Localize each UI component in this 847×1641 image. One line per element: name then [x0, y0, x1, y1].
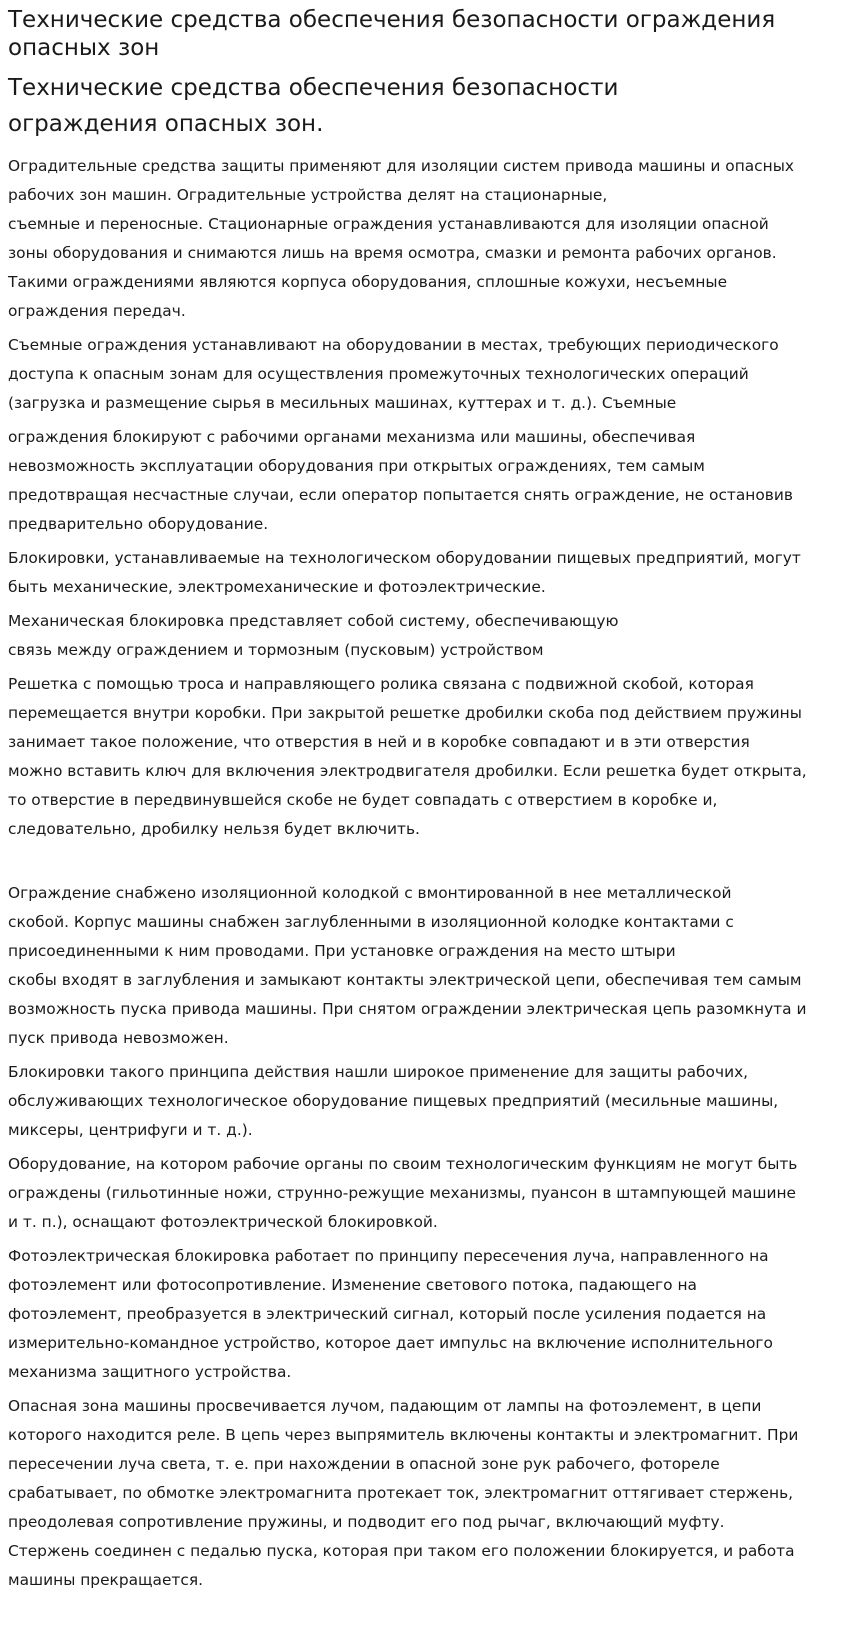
- section-heading: Технические средства обеспечения безопасности ограждения опасных зон.: [8, 75, 619, 137]
- paragraph-1: Оградительные средства защиты применяют для изоляции систем привода машины и опасных рабочих зон машин. Оградительные устройства делят на стационарные, съемные и переносные. Стационарные ограждения устанавливаются для изоляции опасной зоны оборудования и снимаются лишь на время осмотра, смазки и ремонта рабочих органов. Такими ограждениями являются корпуса оборудования, сплошные кожухи, несъемные ограждения передач.: [8, 157, 794, 320]
- paragraph-7: Ограждение снабжено изоляционной колодкой с вмонтированной в нее металлической скобой. Корпус машины снабжен заглубленными в изоляционной колодке контактами с присоединенными к ним проводами. При установке ограждения на место штыри скобы входят в заглубления и замыкают контакты электрической цепи, обеспечивая тем самым возможность пуска привода машины. При снятом ограждении электрическая цепь разомкнута и пуск привода невозможен.: [8, 884, 807, 1047]
- paragraph-gap: [8, 849, 843, 879]
- paragraph-11: Опасная зона машины просвечивается лучом, падающим от лампы на фотоэлемент, в цепи которого находится реле. В цепь через выпрямитель включены контакты и электромагнит. При пересечении луча света, т. е. при нахождении в опасной зоне рук рабочего, фотореле срабатывает, по обмотке электромагнита протекает ток, электромагнит оттягивает стержень, преодолевая сопротивление пружины, и подводит его под рычаг, включающий муфту. Стержень соединен с педалью пуска, которая при таком его положении блокируется, и работа машины прекращается.: [8, 1397, 799, 1589]
- paragraph-4: Блокировки, устанавливаемые на технологическом оборудовании пищевых предприятий, могут быть механические, электромеханические и фотоэлектрические.: [8, 549, 801, 596]
- paragraph-3: ограждения блокируют с рабочими органами механизма или машины, обеспечивая невозможность эксплуатации оборудования при открытых ограждениях, тем самым предотвращая несчастные случаи, если оператор попытается снять ограждение, не остановив предварительно оборудование.: [8, 428, 793, 533]
- paragraph-8: Блокировки такого принципа действия нашли широкое применение для защиты рабочих, обслуживающих технологическое оборудование пищевых предприятий (месильные машины, миксеры, центрифуги и т. д.).: [8, 1063, 779, 1139]
- paragraph-10: Фотоэлектрическая блокировка работает по принципу пересечения луча, направленного на фотоэлемент или фотосопротивление. Изменение светового потока, падающего на фотоэлемент, преобразуется в электрический сигнал, который после усиления подается на измерительно-командное устройство, которое дает импульс на включение исполнительного механизма защитного устройства.: [8, 1247, 773, 1381]
- page-title: Технические средства обеспечения безопасности ограждения опасных зон: [8, 7, 776, 61]
- paragraph-2: Съемные ограждения устанавливают на оборудовании в местах, требующих периодического доступа к опасным зонам для осуществления промежуточных технологических операций (загрузка и размещение сырья в месильных машинах, куттерах и т. д.). Съемные: [8, 336, 779, 412]
- paragraph-9: Оборудование, на котором рабочие органы по своим технологическим функциям не могут быть ограждены (гильотинные ножи, струнно-режущие механизмы, пуансон в штампующей машине и т. п.), оснащают фотоэлектрической блокировкой.: [8, 1155, 798, 1231]
- paragraph-6: Решетка с помощью троса и направляющего ролика связана с подвижной скобой, которая перемещается внутри коробки. При закрытой решетке дробилки скоба под действием пружины занимает такое положение, что отверстия в ней и в коробке совпадают и в эти отверстия можно вставить ключ для включения электродвигателя дробилки. Если решетка будет открыта, то отверстие в передвинувшейся скобе не будет совпадать с отверстием в коробке и, следовательно, дробилку нельзя будет включить.: [8, 675, 807, 838]
- paragraph-5: Механическая блокировка представляет собой систему, обеспечивающую связь между ограждением и тормозным (пусковым) устройством: [8, 612, 619, 659]
